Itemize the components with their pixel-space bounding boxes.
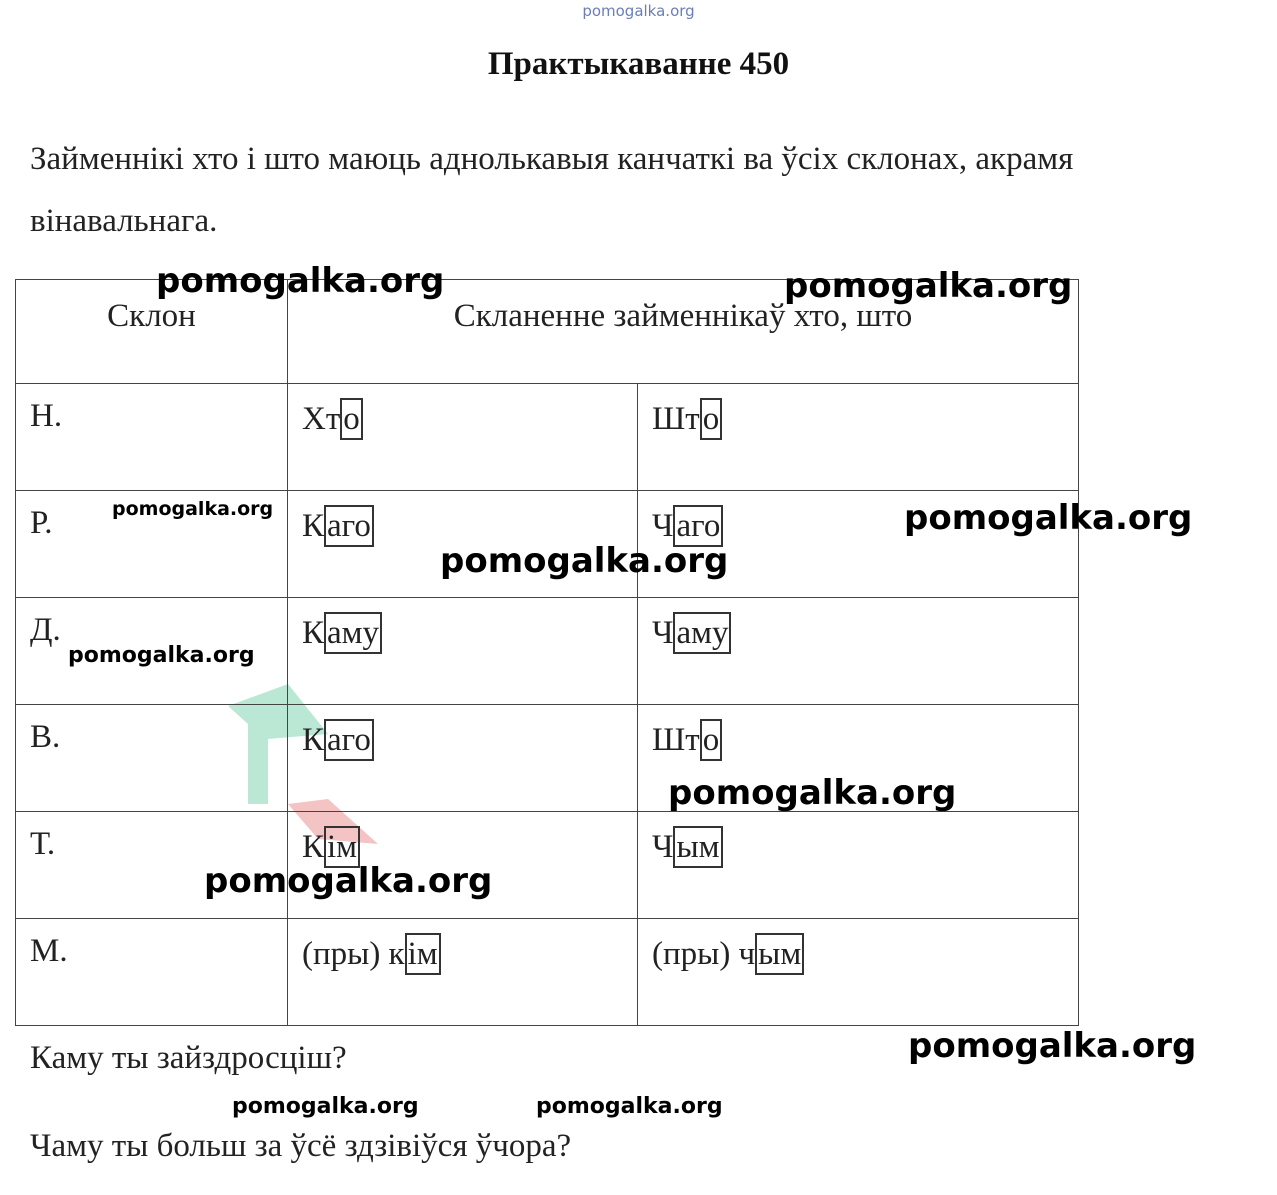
watermark: pomogalka.org bbox=[112, 498, 274, 520]
word-ending: ым bbox=[673, 826, 722, 868]
word-ending: аму bbox=[324, 612, 382, 654]
who-form bbox=[288, 384, 638, 491]
case-label: М. bbox=[16, 919, 288, 1026]
what-form bbox=[638, 919, 1079, 1026]
word-ending: аму bbox=[673, 612, 731, 654]
who-form bbox=[288, 919, 638, 1026]
watermark: pomogalka.org bbox=[68, 643, 255, 668]
word-stem: Хт bbox=[302, 401, 341, 437]
what-form bbox=[638, 384, 1079, 491]
what-form bbox=[638, 598, 1079, 705]
word-stem: Шт bbox=[652, 401, 700, 437]
word-ending: аго bbox=[324, 505, 374, 547]
case-label: Р. bbox=[16, 491, 288, 598]
case-label: Т. bbox=[16, 812, 288, 919]
word-stem: К bbox=[302, 829, 325, 865]
question-1: Каму ты зайздросціш? bbox=[30, 1040, 347, 1076]
watermark: pomogalka.org bbox=[204, 861, 493, 901]
header-declension: Скланенне займеннікаў хто, што bbox=[288, 280, 1079, 384]
who-form bbox=[288, 705, 638, 812]
case-label: Н. bbox=[16, 384, 288, 491]
word-ending: ім bbox=[405, 933, 441, 975]
word-stem: (пры) ч bbox=[652, 936, 756, 972]
word-stem: Ч bbox=[652, 508, 674, 544]
word-stem: К bbox=[302, 722, 325, 758]
site-url[interactable]: pomogalka.org bbox=[582, 2, 695, 20]
word-ending: аго bbox=[673, 505, 723, 547]
intro-text: Займеннікі хто і што маюць аднолькавыя канчаткі ва ўсіх склонах, акрамя вінавальнага. bbox=[30, 141, 1074, 239]
watermark: pomogalka.org bbox=[536, 1094, 723, 1119]
word-stem: К bbox=[302, 508, 325, 544]
watermark: pomogalka.org bbox=[440, 541, 729, 581]
word-stem: К bbox=[302, 615, 325, 651]
word-ending: о bbox=[700, 719, 723, 761]
word-stem: (пры) к bbox=[302, 936, 405, 972]
word-stem: Ч bbox=[652, 615, 674, 651]
word-ending: о bbox=[700, 398, 723, 440]
what-form bbox=[638, 812, 1079, 919]
header-case: Склон bbox=[16, 280, 288, 384]
table-row bbox=[16, 384, 1079, 491]
case-label: Д. bbox=[16, 598, 288, 705]
watermark: pomogalka.org bbox=[156, 261, 445, 301]
who-form bbox=[288, 598, 638, 705]
watermark: pomogalka.org bbox=[908, 1026, 1197, 1066]
word-ending: ім bbox=[324, 826, 360, 868]
word-stem: Ч bbox=[652, 829, 674, 865]
watermark: pomogalka.org bbox=[904, 498, 1193, 538]
watermark: pomogalka.org bbox=[668, 773, 957, 813]
page-title: Практыкаванне 450 bbox=[487, 46, 790, 82]
question-2: Чаму ты больш за ўсё здзівіўся ўчора? bbox=[30, 1128, 572, 1164]
table-row bbox=[16, 919, 1079, 1026]
watermark: pomogalka.org bbox=[232, 1094, 419, 1119]
word-ending: о bbox=[340, 398, 363, 440]
word-ending: аго bbox=[324, 719, 374, 761]
word-ending: ым bbox=[755, 933, 804, 975]
table-row bbox=[16, 812, 1079, 919]
word-stem: Шт bbox=[652, 722, 700, 758]
case-label: В. bbox=[16, 705, 288, 812]
watermark: pomogalka.org bbox=[784, 266, 1073, 306]
